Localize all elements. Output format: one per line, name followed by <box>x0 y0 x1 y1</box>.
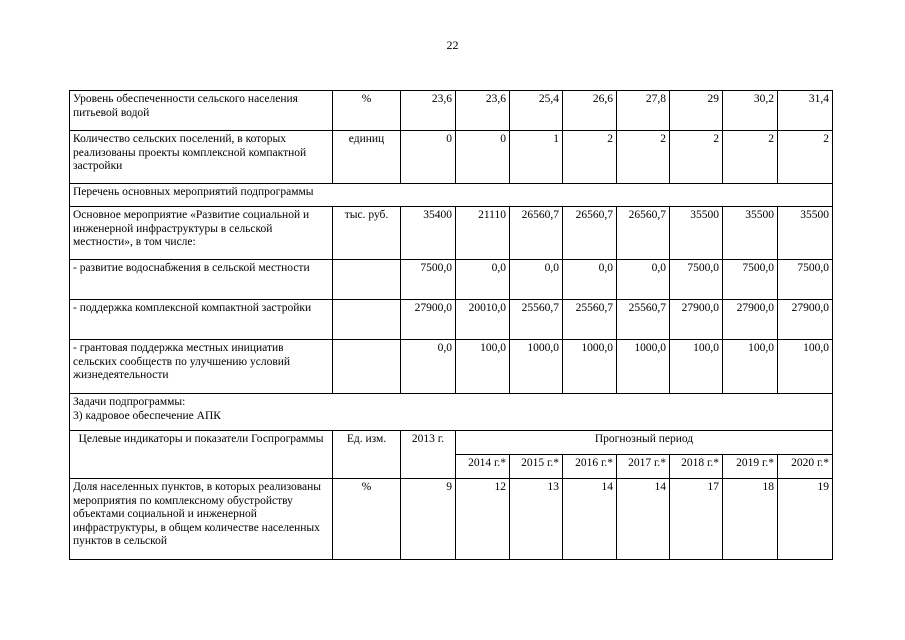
row-unit: тыс. руб. <box>333 207 401 260</box>
value-cell: 25560,7 <box>510 300 563 340</box>
table-row <box>70 91 833 131</box>
header-row <box>70 431 833 455</box>
value-cell: 1000,0 <box>617 340 670 394</box>
value-cell: 35500 <box>723 207 778 260</box>
tasks-title: Задачи подпрограммы: <box>73 396 186 408</box>
value-cell: 26560,7 <box>563 207 617 260</box>
header-year: 2015 г.* <box>510 455 563 479</box>
value-cell: 35500 <box>670 207 723 260</box>
value-cell: 31,4 <box>778 91 833 131</box>
header-year: 2020 г.* <box>778 455 833 479</box>
value-cell: 27900,0 <box>723 300 778 340</box>
row-name: Основное мероприятие «Развитие социальной и инженерной инфраструктуры в сельской местности», в том числе: <box>70 207 333 260</box>
value-cell: 17 <box>670 479 723 560</box>
value-cell: 30,2 <box>723 91 778 131</box>
value-cell: 27900,0 <box>778 300 833 340</box>
value-cell: 14 <box>563 479 617 560</box>
value-cell: 100,0 <box>723 340 778 394</box>
header-unit: Ед. изм. <box>333 431 401 479</box>
value-cell: 20010,0 <box>456 300 510 340</box>
value-cell: 14 <box>617 479 670 560</box>
row-unit: % <box>333 91 401 131</box>
section-header: Перечень основных мероприятий подпрограммы <box>70 184 833 207</box>
row-name: - развитие водоснабжения в сельской местности <box>70 260 333 300</box>
value-cell: 1000,0 <box>510 340 563 394</box>
value-cell: 25,4 <box>510 91 563 131</box>
value-cell: 0,0 <box>401 340 456 394</box>
table-row <box>70 260 833 300</box>
value-cell: 1000,0 <box>563 340 617 394</box>
value-cell: 27900,0 <box>401 300 456 340</box>
value-cell: 25560,7 <box>563 300 617 340</box>
value-cell: 2 <box>778 131 833 184</box>
table-row <box>70 340 833 394</box>
table-row <box>70 131 833 184</box>
row-name: Доля населенных пунктов, в которых реализованы мероприятия по комплексному обустройству объектами социальной и инженерной инфраструктуры, в общем количестве населенных пунктов в сельской <box>70 479 333 560</box>
value-cell: 1 <box>510 131 563 184</box>
tasks-cell <box>70 394 833 431</box>
value-cell: 0,0 <box>563 260 617 300</box>
value-cell: 35500 <box>778 207 833 260</box>
header-year: 2014 г.* <box>456 455 510 479</box>
row-unit: единиц <box>333 131 401 184</box>
table-row <box>70 479 833 560</box>
row-name: - поддержка комплексной компактной застройки <box>70 300 333 340</box>
header-year: 2016 г.* <box>563 455 617 479</box>
value-cell: 26560,7 <box>510 207 563 260</box>
value-cell: 23,6 <box>456 91 510 131</box>
row-unit <box>333 340 401 394</box>
value-cell: 7500,0 <box>670 260 723 300</box>
header-base-year: 2013 г. <box>401 431 456 479</box>
value-cell: 9 <box>401 479 456 560</box>
value-cell: 12 <box>456 479 510 560</box>
value-cell: 23,6 <box>401 91 456 131</box>
program-table <box>69 90 833 560</box>
value-cell: 100,0 <box>778 340 833 394</box>
row-unit <box>333 300 401 340</box>
row-name: - грантовая поддержка местных инициатив сельских сообществ по улучшению условий жизнедеятельности <box>70 340 333 394</box>
value-cell: 0 <box>456 131 510 184</box>
tasks-row <box>70 394 833 431</box>
tasks-item: 3) кадровое обеспечение АПК <box>73 409 221 422</box>
value-cell: 25560,7 <box>617 300 670 340</box>
value-cell: 18 <box>723 479 778 560</box>
value-cell: 0,0 <box>510 260 563 300</box>
section-header-row <box>70 184 833 207</box>
value-cell: 100,0 <box>456 340 510 394</box>
value-cell: 2 <box>563 131 617 184</box>
value-cell: 2 <box>617 131 670 184</box>
page-number: 22 <box>446 38 459 52</box>
row-unit: % <box>333 479 401 560</box>
header-year: 2019 г.* <box>723 455 778 479</box>
value-cell: 26560,7 <box>617 207 670 260</box>
value-cell: 0 <box>401 131 456 184</box>
header-forecast: Прогнозный период <box>456 431 833 455</box>
value-cell: 7500,0 <box>778 260 833 300</box>
value-cell: 0,0 <box>456 260 510 300</box>
value-cell: 7500,0 <box>401 260 456 300</box>
value-cell: 27,8 <box>617 91 670 131</box>
header-year: 2017 г.* <box>617 455 670 479</box>
row-unit <box>333 260 401 300</box>
value-cell: 27900,0 <box>670 300 723 340</box>
value-cell: 13 <box>510 479 563 560</box>
value-cell: 100,0 <box>670 340 723 394</box>
value-cell: 0,0 <box>617 260 670 300</box>
value-cell: 35400 <box>401 207 456 260</box>
value-cell: 29 <box>670 91 723 131</box>
header-indicators: Целевые индикаторы и показатели Госпрограммы <box>70 431 333 479</box>
header-year: 2018 г.* <box>670 455 723 479</box>
row-name: Количество сельских поселений, в которых реализованы проекты комплексной компактной застройки <box>70 131 333 184</box>
value-cell: 7500,0 <box>723 260 778 300</box>
value-cell: 2 <box>670 131 723 184</box>
value-cell: 21110 <box>456 207 510 260</box>
value-cell: 2 <box>723 131 778 184</box>
value-cell: 26,6 <box>563 91 617 131</box>
table-row <box>70 207 833 260</box>
value-cell: 19 <box>778 479 833 560</box>
row-name: Уровень обеспеченности сельского населения питьевой водой <box>70 91 333 131</box>
table-row <box>70 300 833 340</box>
